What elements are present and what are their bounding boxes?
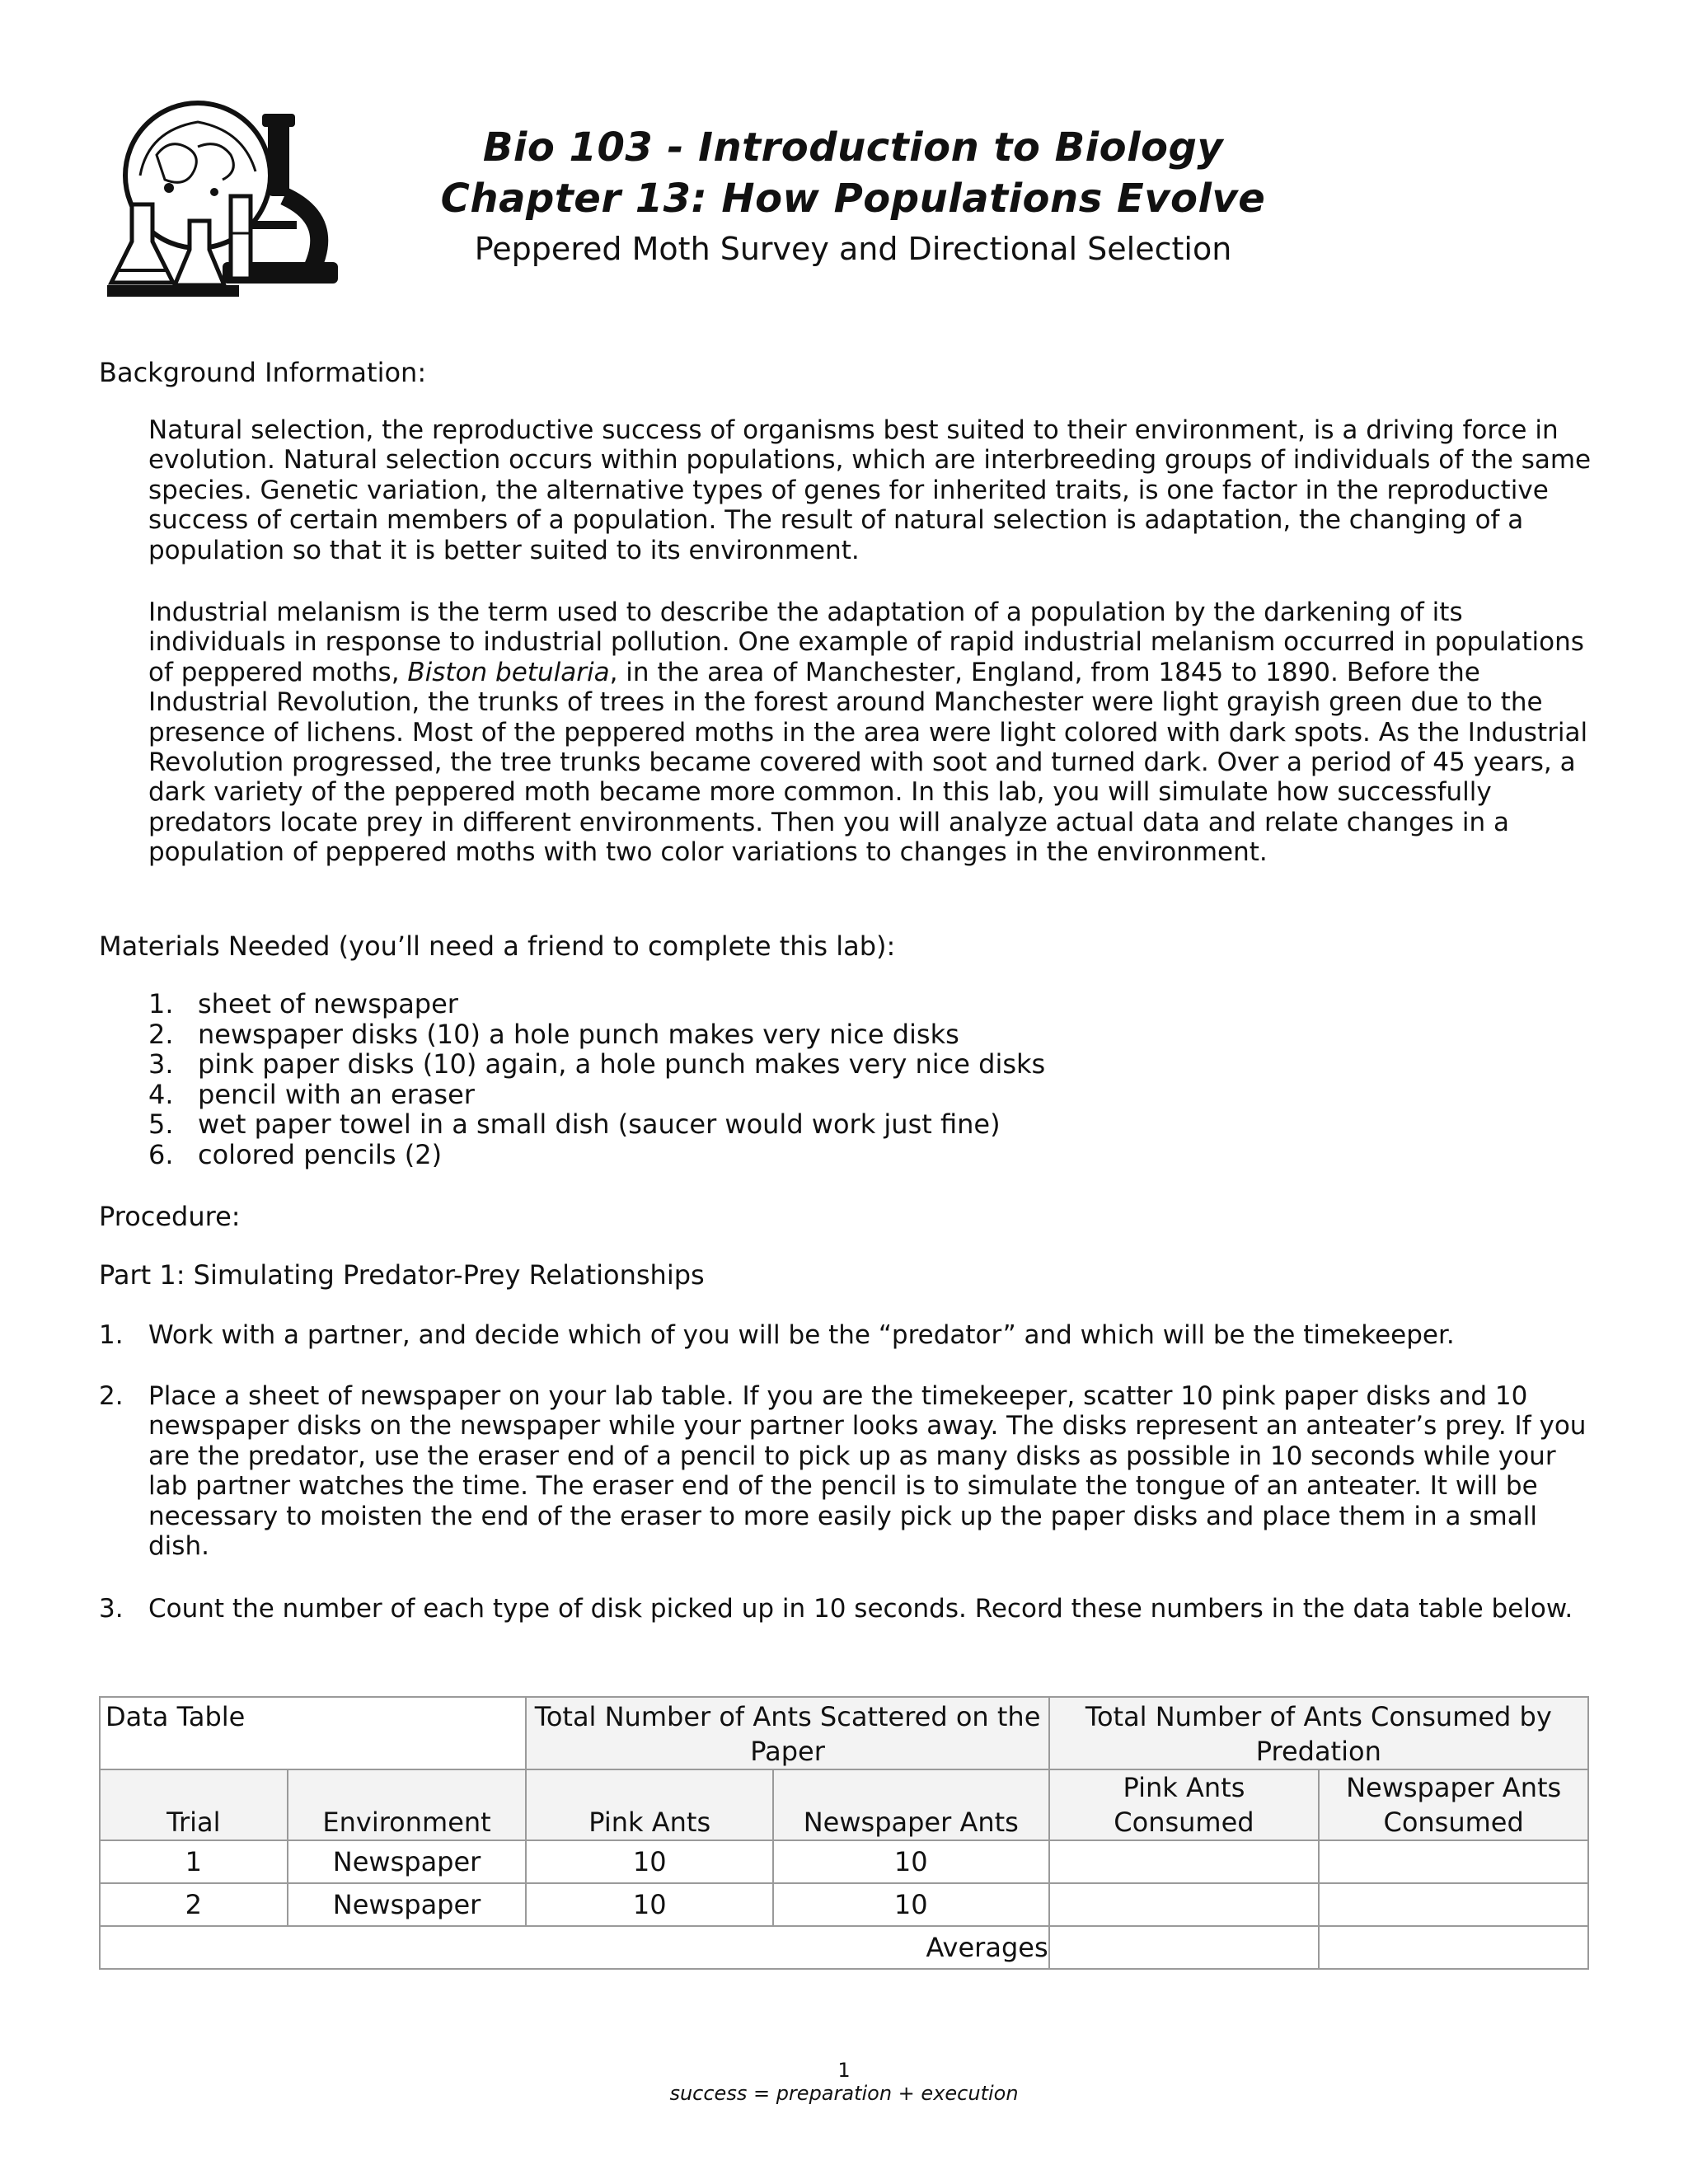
procedure-step-3 [99, 1594, 1599, 1624]
page-number: 1 [837, 2059, 851, 2082]
step-number: 2. [99, 1381, 124, 1411]
cell-average-newspaper-consumed[interactable] [1319, 1926, 1588, 1969]
cell-trial: 2 [100, 1883, 288, 1926]
cell-newspaper: 10 [773, 1840, 1049, 1883]
materials-label: Materials Needed (you’ll need a friend to complete this lab): [99, 930, 896, 962]
table-row [100, 1840, 1588, 1883]
background-label: Background Information: [99, 357, 427, 388]
header-trial: Trial [100, 1769, 288, 1840]
procedure-step-2 [99, 1381, 1599, 1561]
header-newspaper-consumed: Newspaper Ants Consumed [1319, 1769, 1588, 1840]
list-item [148, 1109, 1467, 1140]
list-text: wet paper towel in a small dish (saucer would work just fine) [198, 1108, 1001, 1140]
cell-average-pink-consumed[interactable] [1049, 1926, 1320, 1969]
list-number: 1. [148, 988, 174, 1019]
data-table-title: Data Table [100, 1697, 526, 1769]
step-text: Work with a partner, and decide which of you will be the “predator” and which will be the timekeeper. [148, 1320, 1455, 1350]
background-paragraph-2 [148, 598, 1599, 868]
procedure-label: Procedure: [99, 1201, 241, 1232]
cell-newspaper-consumed[interactable] [1319, 1883, 1588, 1926]
step-number: 1. [99, 1320, 124, 1350]
list-item [148, 1080, 1467, 1110]
list-text: pink paper disks (10) again, a hole punch makes very nice disks [198, 1048, 1046, 1080]
materials-list [148, 989, 1467, 1169]
list-item [148, 1049, 1467, 1080]
list-number: 6. [148, 1138, 174, 1170]
list-item [148, 1140, 1467, 1170]
microscope-icon [99, 97, 346, 303]
list-number: 5. [148, 1108, 174, 1140]
part-1-heading: Part 1: Simulating Predator-Prey Relationships [99, 1259, 705, 1291]
document-header [379, 122, 1327, 270]
table-row-averages [100, 1926, 1588, 1969]
cell-pink-consumed[interactable] [1049, 1840, 1320, 1883]
list-number: 4. [148, 1078, 174, 1110]
step-text: Count the number of each type of disk picked up in 10 seconds. Record these numbers in the data table below. [148, 1594, 1573, 1624]
cell-trial: 1 [100, 1840, 288, 1883]
page-footer [0, 2059, 1688, 2105]
cell-newspaper: 10 [773, 1883, 1049, 1926]
list-number: 2. [148, 1018, 174, 1050]
header-pink-consumed: Pink Ants Consumed [1049, 1769, 1320, 1840]
cell-pink: 10 [526, 1840, 772, 1883]
lab-subtitle: Peppered Moth Survey and Directional Selection [474, 231, 1232, 267]
header-newspaper-ants: Newspaper Ants [773, 1769, 1049, 1840]
paragraph-2-text-start: Industrial melanism is the term used to describe the adaptation of a population by the darkening of its individuals in response to industrial pollution. One example of rapid industrial melanism occurred in populations of peppered moths, [148, 598, 1584, 687]
list-text: sheet of newspaper [198, 988, 458, 1019]
course-title: Bio 103 - Introduction to Biology [482, 124, 1224, 171]
list-text: colored pencils (2) [198, 1138, 443, 1170]
cell-pink-consumed[interactable] [1049, 1883, 1320, 1926]
step-number: 3. [99, 1594, 124, 1624]
header-consumed: Total Number of Ants Consumed by Predation [1049, 1697, 1588, 1769]
header-environment: Environment [288, 1769, 527, 1840]
averages-label: Averages [100, 1926, 1049, 1969]
paragraph-2-text-end: , in the area of Manchester, England, from 1845 to 1890. Before the Industrial Revolution, the trunks of trees in the forest around Manchester were light grayish green due to the presence of lichens. Most of the peppered moths in the area were light colored with dark spots. As the Industrial Revolution progressed, the tree trunks became covered with soot and turned dark. Over a period of 45 years, a dark variety of the peppered moth became more common. In this lab, you will simulate how successfully predators locate prey in different environments. Then you will analyze actual data and relate changes in a population of peppered moths with two color variations to changes in the environment. [148, 657, 1588, 868]
header-pink-ants: Pink Ants [526, 1769, 772, 1840]
procedure-step-1 [99, 1320, 1599, 1350]
background-paragraph-1: Natural selection, the reproductive success of organisms best suited to their environment, is a driving force in evolution. Natural selection occurs within populations, which are interbreeding groups of individuals of the same species. Genetic variation, the alternative types of genes for inherited traits, is one factor in the reproductive success of certain members of a population. The result of natural selection is adaptation, the changing of a population so that it is better suited to its environment. [148, 415, 1592, 565]
cell-newspaper-consumed[interactable] [1319, 1840, 1588, 1883]
step-text: Place a sheet of newspaper on your lab table. If you are the timekeeper, scatter 10 pink paper disks and 10 newspaper disks on the newspaper while your partner looks away. The disks represent an anteater’s prey. If you are the predator, use the eraser end of a pencil to pick up as many disks as possible in 10 seconds while your lab partner watches the time. The eraser end of the pencil is to simulate the tongue of an anteater. It will be necessary to moisten the end of the eraser to more easily pick up the paper disks and place them in a small dish. [148, 1381, 1587, 1562]
list-item [148, 989, 1467, 1019]
species-name: Biston betularia [407, 657, 610, 687]
data-table [99, 1696, 1589, 1970]
footer-motto: success = preparation + execution [669, 2082, 1019, 2105]
chapter-title: Chapter 13: How Populations Evolve [440, 176, 1266, 222]
list-number: 3. [148, 1048, 174, 1080]
cell-environment: Newspaper [288, 1840, 527, 1883]
list-text: pencil with an eraser [198, 1078, 475, 1110]
cell-pink: 10 [526, 1883, 772, 1926]
table-row [100, 1883, 1588, 1926]
list-item [148, 1019, 1467, 1050]
cell-environment: Newspaper [288, 1883, 527, 1926]
header-scattered: Total Number of Ants Scattered on the Paper [526, 1697, 1048, 1769]
list-text: newspaper disks (10) a hole punch makes very nice disks [198, 1018, 959, 1050]
